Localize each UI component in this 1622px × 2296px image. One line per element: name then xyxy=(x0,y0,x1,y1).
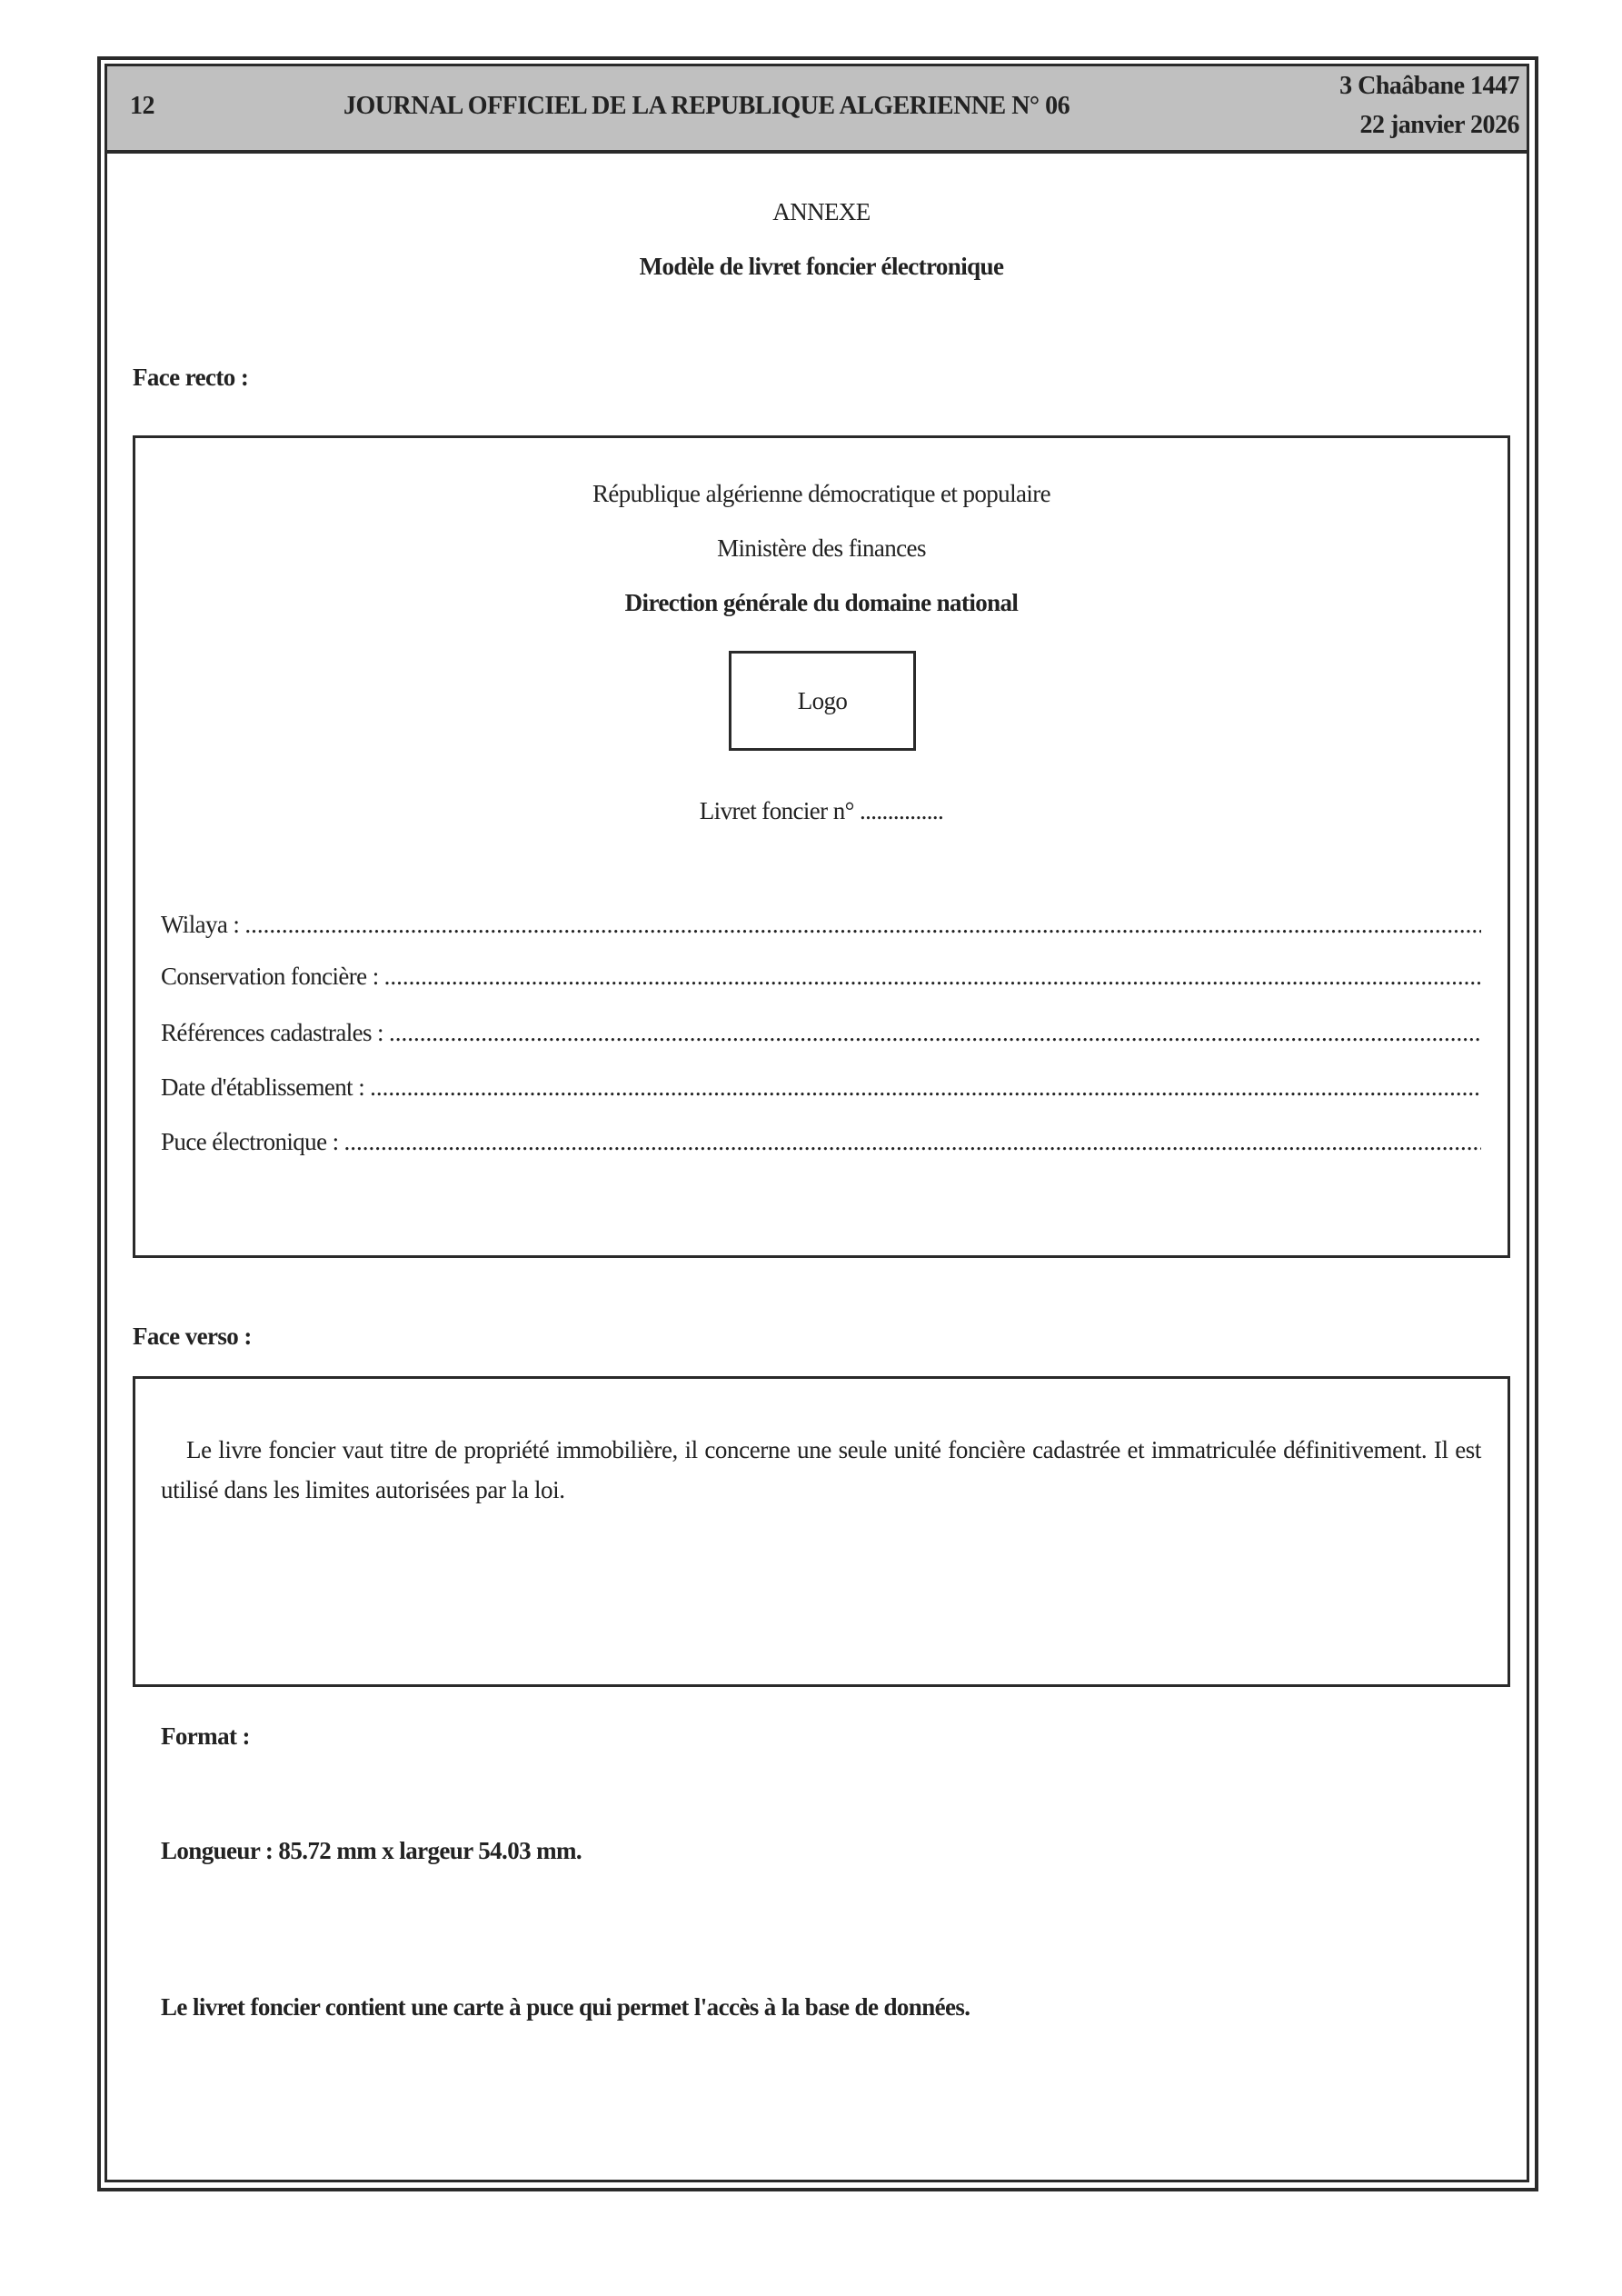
field-dots xyxy=(244,911,1481,939)
annex-label: ANNEXE xyxy=(772,198,871,225)
recto-direction: Direction générale du domaine national xyxy=(624,589,1019,616)
format-note: Le livret foncier contient une carte à puce qui permet l'accès à la base de données. xyxy=(161,1993,970,2021)
verso-heading: Face verso : xyxy=(133,1323,252,1350)
field-label: Puce électronique : xyxy=(161,1128,339,1155)
annex-title: Modèle de livret foncier électronique xyxy=(639,253,1004,280)
field-dots xyxy=(389,1019,1481,1047)
field-date xyxy=(161,1073,1481,1102)
journal-header xyxy=(107,66,1527,154)
field-label: Conservation foncière : xyxy=(161,963,379,990)
field-label: Références cadastrales : xyxy=(161,1019,383,1046)
logo-label: Logo xyxy=(797,686,848,714)
logo-placeholder xyxy=(729,651,916,751)
recto-heading: Face recto : xyxy=(133,364,249,391)
journal-title: JOURNAL OFFICIEL DE LA REPUBLIQUE ALGERIENNE N° 06 xyxy=(343,92,1070,120)
field-dots xyxy=(344,1128,1481,1156)
field-dots xyxy=(370,1073,1481,1102)
livret-number: Livret foncier n° ............... xyxy=(699,797,944,824)
recto-republic: République algérienne démocratique et populaire xyxy=(592,480,1051,507)
field-references xyxy=(161,1019,1481,1047)
recto-ministry: Ministère des finances xyxy=(717,534,926,562)
verso-text: Le livre foncier vaut titre de propriété immobilière, il concerne une seule unité foncière cadastrée et immatriculée définitivement. Il est utilisé dans les limites autorisées par la loi. xyxy=(161,1436,1481,1503)
field-puce xyxy=(161,1128,1481,1156)
hijri-date: 3 Chaâbane 1447 xyxy=(1339,72,1519,100)
field-label: Wilaya : xyxy=(161,911,240,938)
page-number: 12 xyxy=(130,92,154,120)
format-dimensions: Longueur : 85.72 mm x largeur 54.03 mm. xyxy=(161,1837,582,1864)
field-conservation xyxy=(161,963,1481,991)
verso-card xyxy=(133,1376,1510,1687)
format-heading: Format : xyxy=(161,1722,250,1750)
field-dots xyxy=(384,963,1481,991)
field-label: Date d'établissement : xyxy=(161,1073,365,1101)
gregorian-date: 22 janvier 2026 xyxy=(1359,111,1519,139)
field-wilaya xyxy=(161,911,1481,939)
